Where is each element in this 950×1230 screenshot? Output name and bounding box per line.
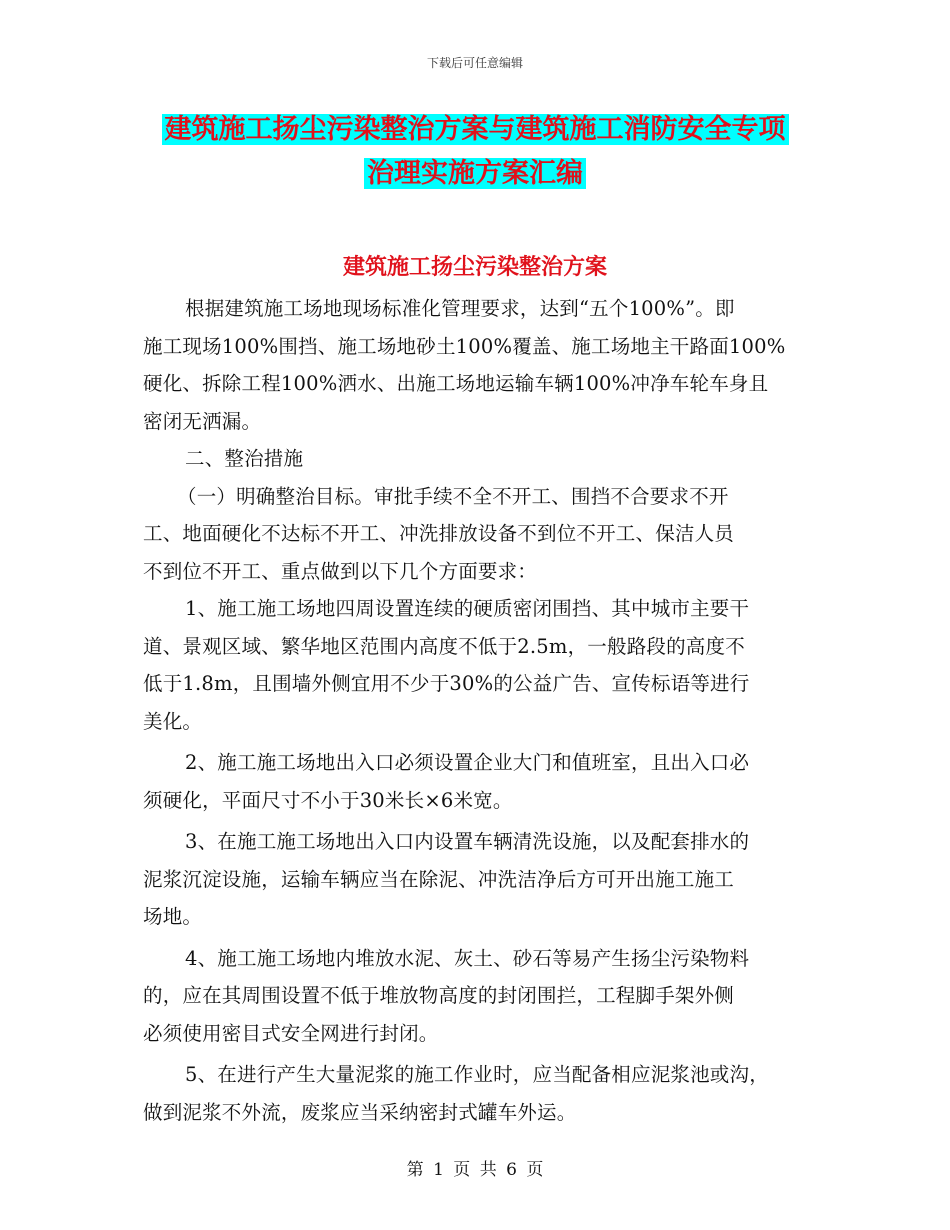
text-line: 5、在进行产生大量泥浆的施工作业时，应当配备相应泥浆池或沟， [185, 1063, 769, 1086]
text-line: 根据建筑施工场地现场标准化管理要求，达到“五个100%”。即 [185, 297, 735, 320]
document-title-line-2 [0, 154, 950, 194]
header-note: 下载后可任意编辑 [426, 56, 523, 70]
section-heading: 二、整治措施 [185, 447, 304, 470]
text-line: （一）明确整治目标。审批手续不全不开工、围挡不合要求不开 [177, 484, 729, 508]
text-line: 密闭无洒漏。 [143, 409, 262, 433]
text-line: 做到泥浆不外流，废浆应当采纳密封式罐车外运。 [143, 1100, 577, 1124]
section-title: 建筑施工扬尘污染整治方案 [342, 255, 607, 280]
document-title-line-1 [0, 110, 950, 150]
text-line: 低于1.8m，且围墙外侧宜用不少于30%的公益广告、宣传标语等进行 [143, 672, 750, 695]
text-line: 2、施工施工场地出入口必须设置企业大门和值班室，且出入口必 [185, 751, 750, 774]
title-highlight-1: 建筑施工扬尘污染整治方案与建筑施工消防安全专项 [162, 114, 789, 145]
text-line: 场地。 [143, 905, 203, 928]
text-line: 道、景观区域、繁华地区范围内高度不低于2.5m，一般路段的高度不 [143, 634, 745, 658]
text-line: 硬化、拆除工程100%洒水、出施工场地运输车辆100%冲净车轮车身且 [143, 372, 769, 395]
text-line: 必须使用密目式安全网进行封闭。 [143, 1021, 439, 1045]
text-line: 的，应在其周围设置不低于堆放物高度的封闭围拦，工程脚手架外侧 [143, 984, 735, 1007]
page-footer: 第 1 页 共 6 页 [406, 1160, 544, 1180]
title-highlight-2: 治理实施方案汇编 [364, 158, 586, 189]
text-line: 须硬化，平面尺寸不小于30米长×6米宽。 [143, 788, 513, 812]
text-line: 1、施工施工场地四周设置连续的硬质密闭围挡、其中城市主要干 [185, 597, 750, 620]
body-text [143, 290, 813, 1131]
text-line: 泥浆沉淀设施，运输车辆应当在除泥、冲洗洁净后方可开出施工施工 [143, 867, 735, 891]
text-line: 美化。 [143, 709, 203, 733]
text-line: 不到位不开工、重点做到以下几个方面要求： [143, 559, 538, 583]
text-line: 4、施工施工场地内堆放水泥、灰土、砂石等易产生扬尘污染物料 [185, 946, 750, 970]
text-line: 工、地面硬化不达标不开工、冲洗排放设备不到位不开工、保洁人员 [143, 522, 735, 545]
text-line: 3、在施工施工场地出入口内设置车辆清洗设施，以及配套排水的 [185, 830, 750, 853]
text-line: 施工现场100%围挡、施工场地砂土100%覆盖、施工场地主干路面100% [143, 334, 786, 358]
